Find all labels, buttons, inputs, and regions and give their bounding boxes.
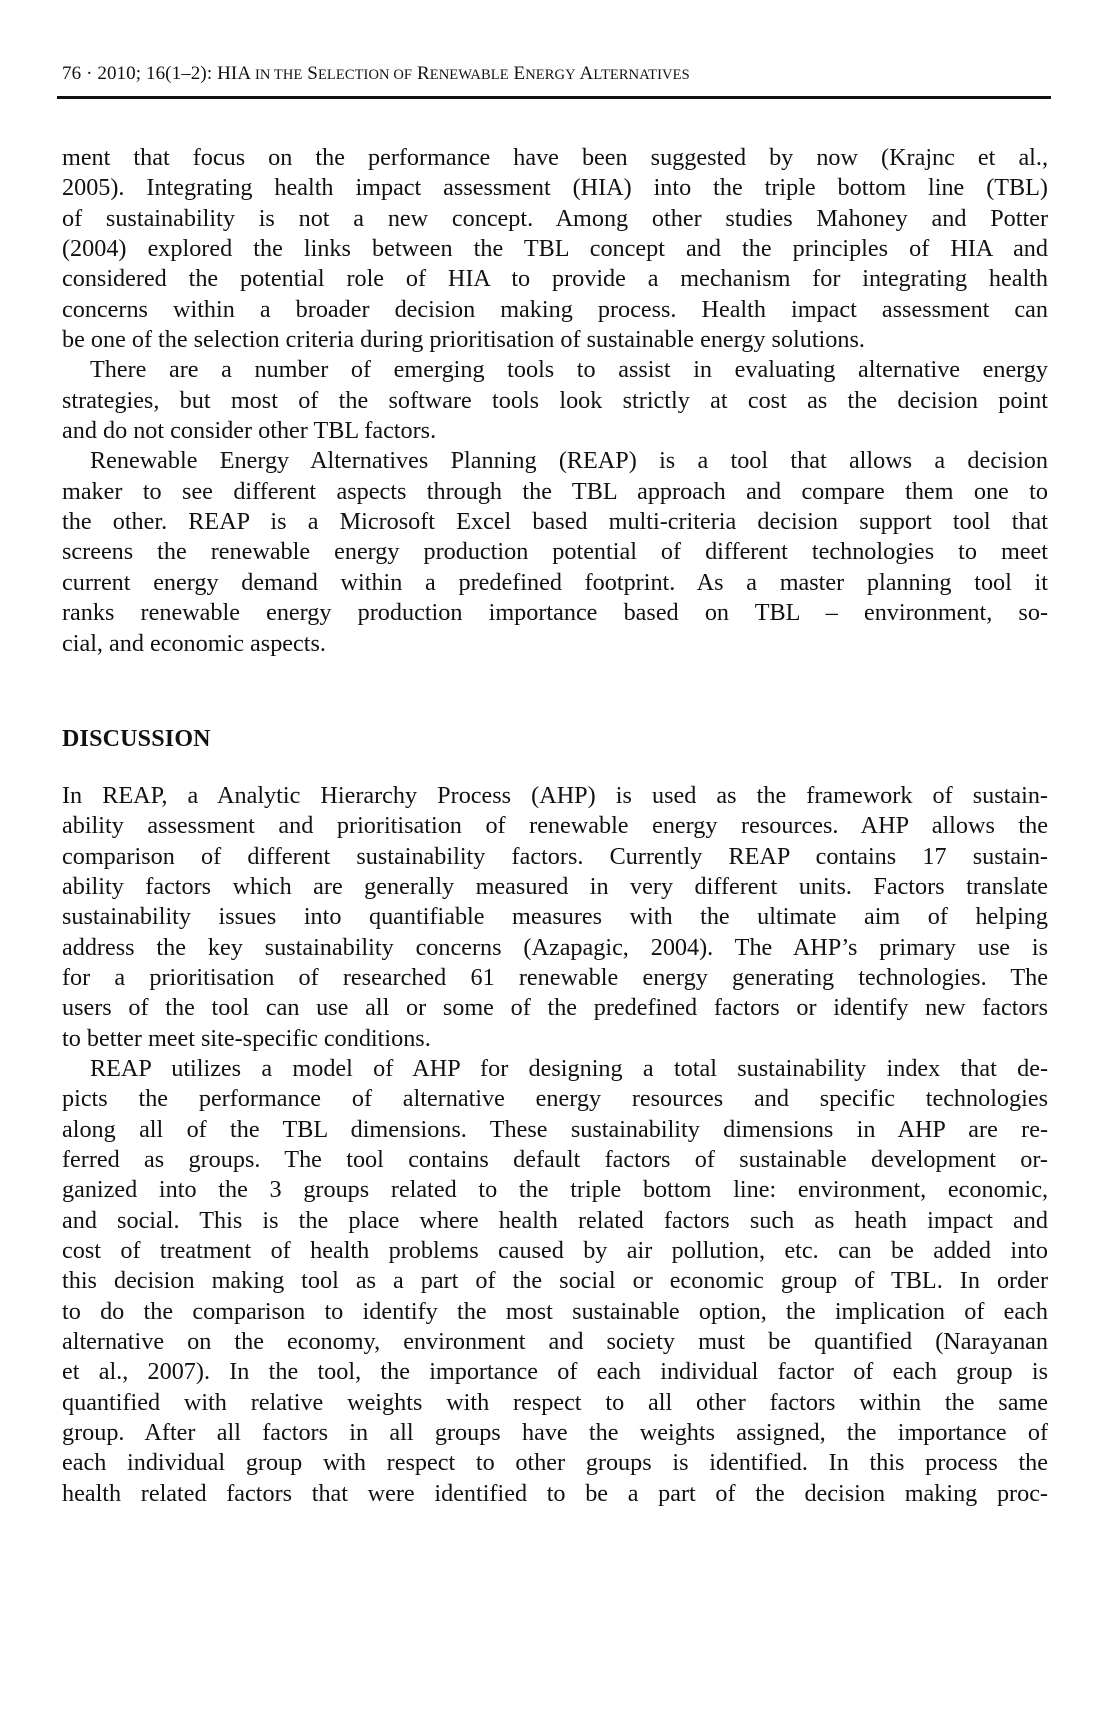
text-line: ment that focus on the performance have been suggested by now (Krajnc et al., [62, 144, 1048, 171]
text-line: be one of the selection criteria during prioritisation of sustainable energy solutions. [62, 326, 865, 354]
text-line: considered the potential role of HIA to provide a mechanism for integrating health [62, 265, 1048, 293]
paragraph [62, 1054, 1048, 1509]
running-title-word: HIA [217, 63, 251, 84]
text-line: screens the renewable energy production potential of different technologies to meet [62, 538, 1048, 566]
text-line: alternative on the economy, environment and society must be quantified (Narayanan [62, 1328, 1048, 1356]
article-body [62, 143, 1048, 1509]
running-title-word: IN THE [254, 67, 303, 83]
text-line: et al., 2007). In the tool, the importance of each individual factor of each group is [62, 1358, 1048, 1386]
text-line: In REAP, a Analytic Hierarchy Process (AHP) is used as the framework of sustain- [62, 781, 1048, 809]
paragraph [62, 143, 1048, 355]
header-rule [57, 96, 1051, 99]
text-line: health related factors that were identified to be a part of the decision making proc- [62, 1479, 1048, 1507]
paragraph [62, 446, 1048, 658]
running-title [217, 63, 690, 84]
paragraph [62, 355, 1048, 446]
text-line: each individual group with respect to other groups is identified. In this process the [62, 1449, 1048, 1477]
running-title-word: ALTERNATIVES [579, 63, 690, 84]
text-line: ability assessment and prioritisation of renewable energy resources. AHP allows the [62, 812, 1048, 840]
text-line: ferred as groups. The tool contains default factors of sustainable development or- [62, 1145, 1048, 1173]
issue-info: 2010; 16(1–2): [97, 63, 213, 84]
page-number: 76 [62, 63, 82, 84]
text-line: (2004) explored the links between the TBL concept and the principles of HIA and [62, 235, 1048, 263]
running-title-word: ENERGY [513, 63, 576, 84]
text-line: picts the performance of alternative energy resources and specific technologies [62, 1085, 1048, 1113]
text-line: comparison of different sustainability factors. Currently REAP contains 17 sustain- [62, 842, 1048, 870]
text-line: address the key sustainability concerns (Azapagic, 2004). The AHP’s primary use is [62, 933, 1048, 961]
text-line: cost of treatment of health problems caused by air pollution, etc. can be added into [62, 1237, 1048, 1264]
text-line: Renewable Energy Alternatives Planning (REAP) is a tool that allows a decision [90, 447, 1048, 475]
text-line: strategies, but most of the software tools look strictly at cost as the decision point [62, 386, 1048, 414]
text-line: to better meet site-specific conditions. [62, 1024, 431, 1052]
text-line: 2005). Integrating health impact assessment (HIA) into the triple bottom line (TBL) [62, 174, 1048, 202]
paragraph [62, 781, 1048, 1054]
text-line: and social. This is the place where health related factors such as heath impact and [62, 1206, 1048, 1234]
text-line: concerns within a broader decision making process. Health impact assessment can [62, 295, 1048, 323]
text-line: REAP utilizes a model of AHP for designing a total sustainability index that de- [90, 1054, 1048, 1082]
text-line: ability factors which are generally measured in very different units. Factors translate [62, 872, 1048, 900]
separator-dot: · [86, 63, 98, 84]
text-line: the other. REAP is a Microsoft Excel based multi-criteria decision support tool that [62, 508, 1048, 536]
text-line: this decision making tool as a part of the social or economic group of TBL. In order [62, 1267, 1048, 1295]
text-line: cial, and economic aspects. [62, 629, 326, 657]
text-line: There are a number of emerging tools to assist in evaluating alternative energy [90, 356, 1048, 384]
section-heading: DISCUSSION [62, 725, 211, 752]
running-title-word: RENEWABLE [416, 63, 509, 84]
running-head [62, 62, 1048, 87]
text-line: ganized into the 3 groups related to the triple bottom line: environment, economic, [62, 1176, 1048, 1204]
text-line: to do the comparison to identify the most sustainable option, the implication of each [62, 1297, 1048, 1325]
text-line: maker to see different aspects through the TBL approach and compare them one to [62, 477, 1048, 505]
text-line: of sustainability is not a new concept. Among other studies Mahoney and Potter [62, 204, 1048, 232]
text-line: sustainability issues into quantifiable measures with the ultimate aim of helping [62, 903, 1048, 931]
text-line: users of the tool can use all or some of the predefined factors or identify new factors [62, 994, 1048, 1022]
text-line: along all of the TBL dimensions. These sustainability dimensions in AHP are re- [62, 1115, 1048, 1143]
text-line: for a prioritisation of researched 61 renewable energy generating technologies. The [62, 963, 1048, 991]
text-line: group. After all factors in all groups have the weights assigned, the importance of [62, 1419, 1048, 1447]
text-line: quantified with relative weights with respect to all other factors within the same [62, 1388, 1048, 1416]
text-line: current energy demand within a predefined footprint. As a master planning tool it [62, 568, 1048, 596]
text-line: ranks renewable energy production importance based on TBL – environment, so- [62, 599, 1048, 627]
text-line: and do not consider other TBL factors. [62, 417, 437, 445]
running-title-word: SELECTION OF [307, 63, 413, 84]
